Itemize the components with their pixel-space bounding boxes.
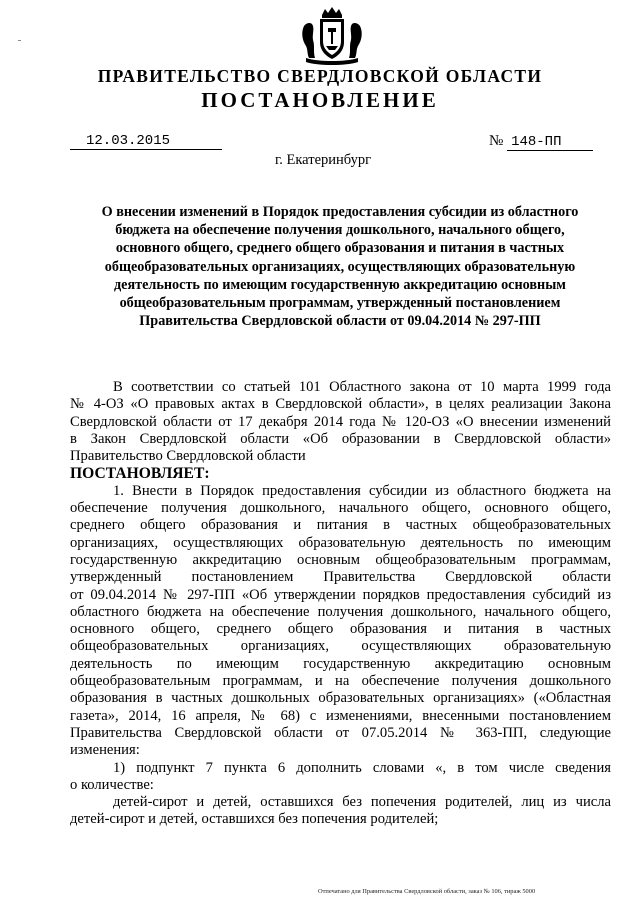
item-line: областного бюджета на обеспечение получения дошкольного, начального общего, <box>70 603 611 620</box>
item-line: утвержденный постановлением Правительства Свердловской области <box>70 569 611 586</box>
subitem-line: детей-сирот и детей, оставшихся без попечения родителей; <box>70 811 439 828</box>
subitem-line: о количестве: <box>70 776 154 793</box>
preamble-line: В соответствии со статьей 101 Областного закона от 10 марта 1999 года <box>113 379 611 395</box>
preamble-line: № 4-ОЗ «О правовых актах в Свердловской области», в целях реализации Закона <box>70 396 611 413</box>
item-line: газета», 2014, 16 апреля, № 68) с изменениями, внесенными постановлением <box>70 707 611 724</box>
document-title <box>70 203 610 330</box>
item-line: общеобразовательным программам, и на обеспечение получения дошкольного <box>70 673 611 690</box>
preamble-line: Правительство Свердловской области <box>70 448 306 465</box>
city: г. Екатеринбург <box>274 152 372 168</box>
item-line: Правительства Свердловской области от 07.05.2014 № 363-ПП, следующие <box>70 724 611 741</box>
organization-name: ПРАВИТЕЛЬСТВО СВЕРДЛОВСКОЙ ОБЛАСТИ <box>97 66 543 86</box>
preamble-line: Свердловской области от 17 декабря 2014 года № 120-ОЗ «О внесении изменений <box>70 413 611 430</box>
coat-of-arms-icon <box>298 6 366 66</box>
item-line: общеобразовательных организациях, осуществляющих образовательную <box>70 638 611 655</box>
number-sign: № <box>489 133 504 149</box>
item-line: от 09.04.2014 № 297-ПП «Об утверждении порядков предоставления субсидий из <box>70 586 611 603</box>
title-line: общеобразовательным программам, утвержденный постановлением <box>119 295 561 312</box>
item-line: обеспечение получения дошкольного, начального общего, основного общего, <box>70 500 611 517</box>
item-line: образования в частных дошкольных образовательных организациях» («Областная <box>70 690 611 707</box>
resolve-word: ПОСТАНОВЛЯЕТ: <box>70 465 210 483</box>
preamble-line: в Закон Свердловской области «Об образовании в Свердловской области» <box>70 430 611 447</box>
title-line: О внесении изменений в Порядок предоставления субсидии из областного <box>101 204 579 220</box>
item-line: среднего общего образования и питания в частных общеобразовательных <box>70 517 611 534</box>
title-line: Правительства Свердловской области от 09.04.2014 № 297-ПП <box>139 313 541 330</box>
subitem-line: детей-сирот и детей, оставшихся без попечения родителей, лиц из числа <box>113 794 611 811</box>
item-line: деятельность по имеющим государственную аккредитацию основным <box>70 655 611 672</box>
document-number <box>489 133 609 151</box>
title-line: деятельность по имеющим государственную аккредитацию основным <box>114 276 566 293</box>
title-line: бюджета на обеспечение получения дошкольного, начального общего, <box>115 222 565 239</box>
document-date: 12.03.2015 <box>70 133 222 150</box>
print-footer: Отпечатано для Правительства Свердловской области, заказ № 106, тираж 5000 <box>318 888 536 895</box>
subitem-line: 1) подпункт 7 пункта 6 дополнить словами «, в том числе сведения <box>113 759 611 776</box>
document-body <box>70 379 611 829</box>
title-line: общеобразовательных организациях, осуществляющих образовательную <box>104 258 576 275</box>
item-line: изменения: <box>70 742 140 759</box>
item-line: организациях, осуществляющих образовательную деятельность по имеющим <box>70 534 611 551</box>
item-line: 1. Внести в Порядок предоставления субсидии из областного бюджета на <box>113 482 611 499</box>
title-line: основного общего, среднего общего образования и питания в частных <box>115 240 565 257</box>
item-line: основного общего, среднего общего образования и питания в частных <box>70 621 611 638</box>
item-line: государственную аккредитацию основным общеобразовательным программам, <box>70 551 611 568</box>
document-type: ПОСТАНОВЛЕНИЕ <box>201 88 439 112</box>
scan-mark <box>18 40 21 41</box>
number-value: 148-ПП <box>507 134 593 151</box>
